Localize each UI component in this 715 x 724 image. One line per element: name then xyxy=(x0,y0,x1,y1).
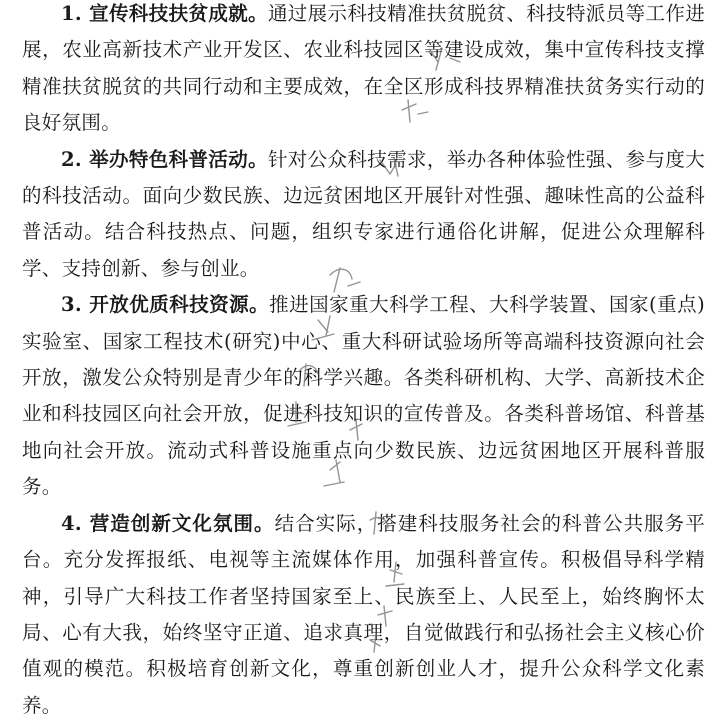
paragraph-2-body: 针对公众科技需求，举办各种体验性强、参与度大的科技活动。面向少数民族、边远贫困地区开展针对性强、趣味性高的公益科普活动。结合科技热点、问题，组织专家进行通俗化讲解，促进公众理解科学、支持创新、参与创业。 xyxy=(22,147,705,280)
paragraph-3 xyxy=(22,287,705,505)
paragraph-4 xyxy=(22,506,705,724)
paragraph-3-heading: 3. 开放优质科技资源。 xyxy=(61,293,270,317)
paragraph-2 xyxy=(22,142,705,288)
paragraph-1-body: 通过展示科技精准扶贫脱贫、科技特派员等工作进展，农业高新技术产业开发区、农业科技园区等建设成效，集中宣传科技支撑精准扶贫脱贫的共同行动和主要成效，在全区形成科技界精准扶贫务实行动的良好氛围。 xyxy=(22,2,705,135)
paragraph-4-body: 结合实际，搭建科技服务社会的科普公共服务平台。充分发挥报纸、电视等主流媒体作用，加强科普宣传。积极倡导科学精神，引导广大科技工作者坚持国家至上、民族至上、人民至上，始终胸怀太局、心有大我，始终坚守正道、追求真理，自觉做践行和弘扬社会主义核心价值观的模范。积极培育创新文化，尊重创新创业人才，提升公众科学文化素养。 xyxy=(22,511,705,717)
paragraph-2-heading: 2. 举办特色科普活动。 xyxy=(61,147,268,171)
paragraph-1 xyxy=(22,0,705,142)
paragraph-1-heading: 1. 宣传科技扶贫成就。 xyxy=(61,2,268,25)
paragraph-4-heading: 4. 营造创新文化氛围。 xyxy=(61,511,275,535)
paragraph-3-body: 推进国家重大科学工程、大科学装置、国家(重点)实验室、国家工程技术(研究)中心、重大科研试验场所等高端科技资源向社会开放，激发公众特别是青少年的科学兴趣。各类科研机构、大学、高新技术企业和科技园区向社会开放，促进科技知识的宣传普及。各类科普场馆、科普基地向社会开放。流动式科普设施重点向少数民族、边远贫困地区开展科普服务。 xyxy=(22,293,705,499)
